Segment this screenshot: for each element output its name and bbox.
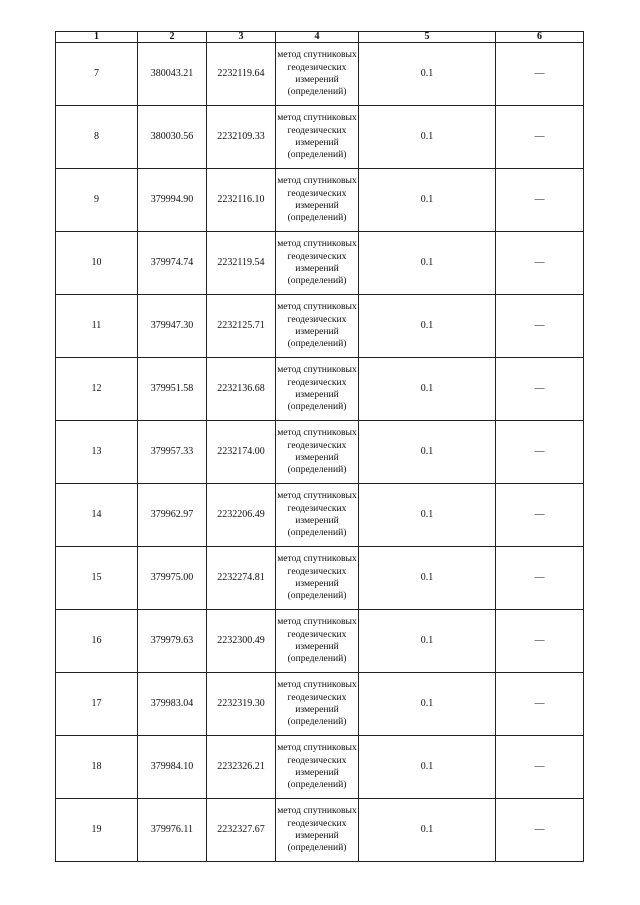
table-row (56, 673, 584, 736)
method-text: метод спутниковых геодезических измерений (определений) (277, 679, 357, 728)
method-text: метод спутниковых геодезических измерений (определений) (277, 490, 357, 539)
method-cell (276, 295, 359, 358)
x-coordinate-cell: 379957.33 (138, 421, 207, 484)
accuracy-cell: 0.1 (359, 358, 496, 421)
method-text: метод спутниковых геодезических измерений (определений) (277, 49, 357, 98)
accuracy-cell: 0.1 (359, 610, 496, 673)
table-row (56, 43, 584, 106)
y-coordinate-cell: 2232319.30 (207, 673, 276, 736)
column-header-3: 3 (207, 32, 276, 43)
note-cell: — (496, 610, 584, 673)
table-row (56, 610, 584, 673)
note-cell: — (496, 484, 584, 547)
point-number-cell: 11 (56, 295, 138, 358)
y-coordinate-cell: 2232174.00 (207, 421, 276, 484)
method-text: метод спутниковых геодезических измерений (определений) (277, 427, 357, 476)
note-cell: — (496, 673, 584, 736)
column-header-5: 5 (359, 32, 496, 43)
x-coordinate-cell: 379976.11 (138, 799, 207, 862)
method-cell (276, 232, 359, 295)
table-row (56, 295, 584, 358)
note-cell: — (496, 799, 584, 862)
method-text: метод спутниковых геодезических измерений (определений) (277, 238, 357, 287)
point-number-cell: 15 (56, 547, 138, 610)
point-number-cell: 10 (56, 232, 138, 295)
accuracy-cell: 0.1 (359, 673, 496, 736)
header-row (56, 32, 584, 43)
table-row (56, 799, 584, 862)
method-cell (276, 610, 359, 673)
accuracy-cell: 0.1 (359, 421, 496, 484)
method-text: метод спутниковых геодезических измерений (определений) (277, 364, 357, 413)
y-coordinate-cell: 2232300.49 (207, 610, 276, 673)
y-coordinate-cell: 2232109.33 (207, 106, 276, 169)
y-coordinate-cell: 2232119.54 (207, 232, 276, 295)
table-row (56, 484, 584, 547)
x-coordinate-cell: 379979.63 (138, 610, 207, 673)
point-number-cell: 8 (56, 106, 138, 169)
column-header-4: 4 (276, 32, 359, 43)
y-coordinate-cell: 2232136.68 (207, 358, 276, 421)
accuracy-cell: 0.1 (359, 295, 496, 358)
note-cell: — (496, 547, 584, 610)
x-coordinate-cell: 379983.04 (138, 673, 207, 736)
method-cell (276, 421, 359, 484)
note-cell: — (496, 43, 584, 106)
method-cell (276, 106, 359, 169)
method-cell (276, 547, 359, 610)
method-text: метод спутниковых геодезических измерений (определений) (277, 112, 357, 161)
point-number-cell: 14 (56, 484, 138, 547)
table-row (56, 736, 584, 799)
coordinates-table (55, 31, 584, 862)
y-coordinate-cell: 2232326.21 (207, 736, 276, 799)
note-cell: — (496, 295, 584, 358)
accuracy-cell: 0.1 (359, 43, 496, 106)
x-coordinate-cell: 379951.58 (138, 358, 207, 421)
y-coordinate-cell: 2232125.71 (207, 295, 276, 358)
point-number-cell: 12 (56, 358, 138, 421)
y-coordinate-cell: 2232274.81 (207, 547, 276, 610)
method-text: метод спутниковых геодезических измерений (определений) (277, 175, 357, 224)
point-number-cell: 9 (56, 169, 138, 232)
x-coordinate-cell: 379974.74 (138, 232, 207, 295)
note-cell: — (496, 169, 584, 232)
x-coordinate-cell: 379994.90 (138, 169, 207, 232)
y-coordinate-cell: 2232206.49 (207, 484, 276, 547)
point-number-cell: 16 (56, 610, 138, 673)
point-number-cell: 13 (56, 421, 138, 484)
method-text: метод спутниковых геодезических измерений (определений) (277, 805, 357, 854)
table-row (56, 421, 584, 484)
x-coordinate-cell: 379962.97 (138, 484, 207, 547)
accuracy-cell: 0.1 (359, 484, 496, 547)
column-header-6: 6 (496, 32, 584, 43)
y-coordinate-cell: 2232119.64 (207, 43, 276, 106)
x-coordinate-cell: 379984.10 (138, 736, 207, 799)
note-cell: — (496, 421, 584, 484)
accuracy-cell: 0.1 (359, 169, 496, 232)
table-body (56, 43, 584, 862)
accuracy-cell: 0.1 (359, 547, 496, 610)
table-header (56, 32, 584, 43)
table-row (56, 106, 584, 169)
table-row (56, 547, 584, 610)
point-number-cell: 17 (56, 673, 138, 736)
accuracy-cell: 0.1 (359, 106, 496, 169)
accuracy-cell: 0.1 (359, 232, 496, 295)
method-cell (276, 799, 359, 862)
x-coordinate-cell: 380030.56 (138, 106, 207, 169)
method-text: метод спутниковых геодезических измерений (определений) (277, 742, 357, 791)
method-cell (276, 673, 359, 736)
method-text: метод спутниковых геодезических измерений (определений) (277, 301, 357, 350)
note-cell: — (496, 736, 584, 799)
method-text: метод спутниковых геодезических измерений (определений) (277, 553, 357, 602)
point-number-cell: 19 (56, 799, 138, 862)
column-header-2: 2 (138, 32, 207, 43)
method-text: метод спутниковых геодезических измерений (определений) (277, 616, 357, 665)
y-coordinate-cell: 2232116.10 (207, 169, 276, 232)
x-coordinate-cell: 380043.21 (138, 43, 207, 106)
x-coordinate-cell: 379975.00 (138, 547, 207, 610)
column-header-1: 1 (56, 32, 138, 43)
note-cell: — (496, 106, 584, 169)
method-cell (276, 736, 359, 799)
point-number-cell: 18 (56, 736, 138, 799)
y-coordinate-cell: 2232327.67 (207, 799, 276, 862)
point-number-cell: 7 (56, 43, 138, 106)
x-coordinate-cell: 379947.30 (138, 295, 207, 358)
method-cell (276, 484, 359, 547)
table-row (56, 358, 584, 421)
method-cell (276, 169, 359, 232)
table-row (56, 232, 584, 295)
accuracy-cell: 0.1 (359, 799, 496, 862)
note-cell: — (496, 358, 584, 421)
note-cell: — (496, 232, 584, 295)
accuracy-cell: 0.1 (359, 736, 496, 799)
method-cell (276, 43, 359, 106)
method-cell (276, 358, 359, 421)
table-row (56, 169, 584, 232)
